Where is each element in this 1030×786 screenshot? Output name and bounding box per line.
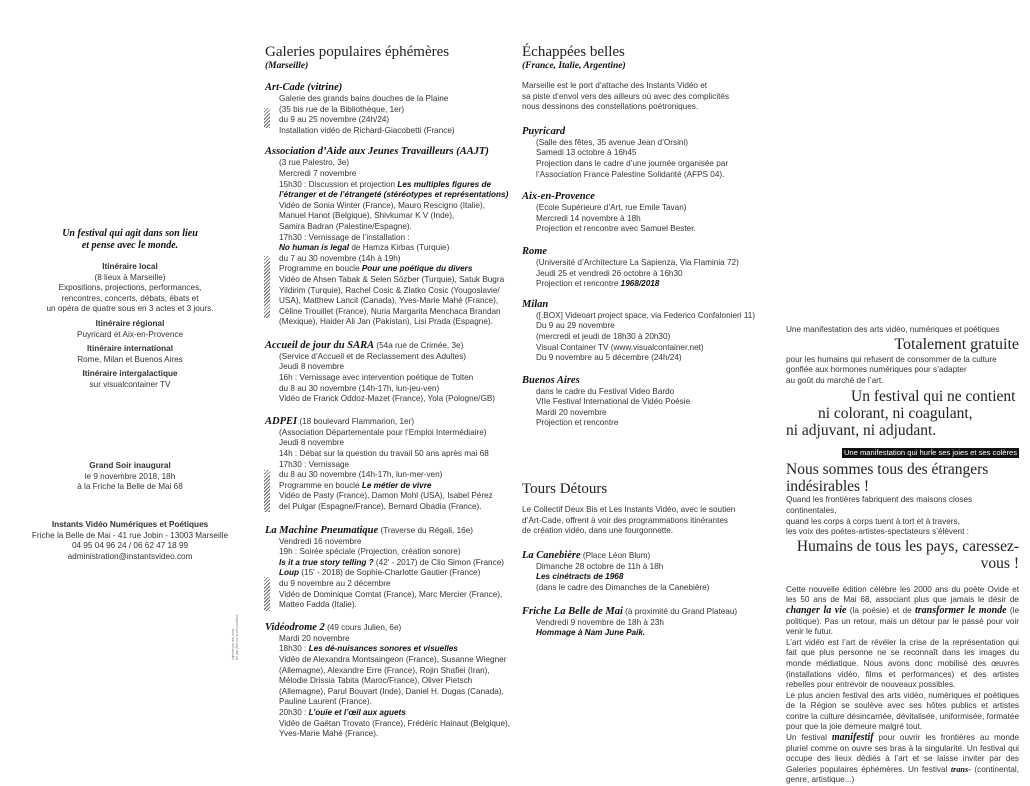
work-title: L’ouïe et l’œil aux aguets	[308, 707, 406, 717]
detail-line: Samira Badran (Palestine/Espagne).	[279, 221, 412, 231]
manifesto-intro: Une manifestation des arts vidéo, numériques et poétiques	[786, 325, 1000, 334]
venue-name: Art-Cade (vitrine)	[265, 82, 343, 93]
venue-details	[265, 537, 505, 611]
detail-line: Samedi 13 octobre à 16h45	[536, 148, 637, 158]
detail-line: Céline Trouillet (France), Nuria Margarita Menchaca Brandan	[279, 306, 501, 316]
galeries-subtitle: (Marseille)	[265, 61, 309, 71]
work-title: Le métier de vivre	[361, 480, 432, 490]
work-title: Pour une poétique du divers	[361, 264, 473, 274]
detail-line: (Université d’Architecture La Sapienza, Via Flaminia 72)	[536, 257, 739, 267]
venue-details	[265, 94, 505, 136]
detail-line: Mercredi 14 novembre à 18h	[536, 213, 641, 223]
venue-name: Puyricard	[522, 125, 566, 137]
detail-line: 14h : Débat sur la question du travail 50 ans après mai 68	[279, 449, 489, 459]
detail-line: Mercredi 7 novembre	[279, 168, 357, 178]
venue-block	[522, 604, 762, 639]
detail-line: (mercredi et jeudi de 18h30 à 20h30)	[536, 331, 671, 341]
detail-line: Mélodie Drissia Tabita (Maroc/France), Oliver Pietsch	[279, 676, 473, 686]
detail-line: Projection et rencontre avec Samuel Bester.	[536, 224, 696, 234]
venue-details	[265, 428, 505, 513]
detail-line: du 9 novembre au 2 décembre	[279, 578, 391, 588]
detail-line: du 7 au 30 novembre (14h à 19h)	[279, 253, 401, 263]
detail-line: (Allemagne), Parul Bouvart (Inde), Daniel H. Dugas (Canada),	[279, 686, 504, 696]
venue-block	[522, 244, 762, 290]
detail-line: Loup (15' - 2018) de Sophie-Charlotte Gautier (France)	[279, 568, 481, 578]
hatch-mark-icon	[264, 577, 270, 611]
detail-line	[536, 628, 762, 639]
venue-block	[265, 523, 505, 611]
contact-block: Instants Vidéo Numériques et Poétiques Friche la Belle de Mai - 41 rue Jobin - 13003 Marseille 04 95 04 96 24 / 06 62 47 18 99 administration@instantsvideo.com	[31, 520, 229, 561]
strangers-heading: Nous sommes tous des étrangers indésirables !	[786, 461, 989, 496]
detail-line: 20h30 : L’ouïe et l’œil aux aguets	[279, 707, 406, 717]
detail-line: Vendredi 9 novembre de 18h à 23h	[536, 617, 664, 627]
detail-line: Mardi 20 novembre	[536, 407, 607, 417]
echappees-title: Échappées belles	[522, 44, 625, 60]
detail-line: Mardi 20 novembre	[279, 633, 350, 643]
detail-line: Vidéo de Sonia Winter (France), Mauro Rescigno (Italie),	[279, 200, 485, 210]
venue-block	[265, 414, 505, 513]
venue-name: ADPEI	[265, 415, 298, 427]
detail-line: 16h : Vernissage avec intervention poétique de Tolten	[279, 373, 474, 383]
detail-line: Vidéo de Franck Oddoz-Mazet (France), Yola (Pologne/GB)	[279, 394, 496, 404]
detail-line: Jeudi 25 et vendredi 26 octobre à 16h30	[536, 268, 683, 278]
venue-name: Buenos Aires	[522, 374, 580, 386]
detail-line: No human is legal de Hamza Kirbas (Turquie)	[279, 243, 450, 253]
detail-line: l’Association France Palestine Solidarité (AFPS 04).	[536, 169, 725, 179]
venue-name: Milan	[522, 298, 549, 310]
tours-title: Tours Détours	[522, 481, 608, 497]
venue-block	[265, 144, 509, 328]
detail-line: Jeudi 8 novembre	[279, 362, 345, 372]
hatch-mark-icon	[264, 470, 270, 512]
venue-address: (Place Léon Blum)	[580, 550, 651, 560]
venue-name: Association d’Aide aux Jeunes Travailleurs (AAJT)	[265, 146, 489, 158]
tours-column	[522, 481, 762, 639]
detail-line: Du 9 novembre au 5 décembre (24h/24)	[536, 353, 682, 363]
hatch-mark-icon	[264, 256, 270, 318]
work-title: Hommage à Nam June Paik.	[536, 628, 646, 638]
frontieres-text: Quand les frontières fabriquent des maisons closes continentales, quand les corps à corps tuent à tort et à travers, les voix des poètes-artistes-spectateurs s’élèvent :	[786, 495, 973, 537]
venue-address: (49 cours Julien, 6e)	[324, 622, 402, 632]
venue-block	[265, 620, 511, 740]
echappees-subtitle: (France, Italie, Argentine)	[522, 61, 626, 71]
venue-address: (18 boulevard Flammarion, 1er)	[297, 416, 415, 426]
venue-address: (Traverse du Régali, 16e)	[378, 525, 473, 535]
totally-free: Totalement gratuite	[894, 335, 1019, 353]
detail-line: Visual Container TV (www.visualcontainer.net)	[536, 342, 704, 352]
venue-details	[522, 203, 762, 235]
venue-name: Accueil de jour du SARA	[265, 339, 375, 351]
detail-line: Galerie des grands bains douches de la Plaine	[279, 94, 449, 103]
detail-line: du 9 au 25 novembre (24h/24)	[279, 115, 390, 125]
venue-block	[265, 80, 505, 136]
detail-line: Matteo Fadda (Italie).	[279, 600, 357, 610]
venue-details	[265, 633, 511, 740]
detail-line: Installation vidéo de Richard-Giacobetti (France)	[279, 125, 455, 135]
work-title: Les dé-nuisances sonores et visuelles	[308, 644, 458, 654]
left-panel	[0, 228, 260, 391]
hatch-mark-icon	[264, 108, 270, 128]
itinerary-international: Itinéraire international Rome, Milan et Buenos Aires	[77, 344, 183, 364]
detail-line: Jeudi 8 novembre	[279, 438, 345, 448]
manifesto-p3: Le plus ancien festival des arts vidéo, numériques et poétiques de la Région se soulève avec ses hôtes publics et artistes contre la culture désincarnée, dévitalisée, uniformisée, formatée pour que la joie demeure malgré tout.	[786, 690, 1019, 732]
detail-line: VIIe Festival International de Vidéo Poésie	[536, 397, 691, 407]
venue-block	[265, 338, 505, 405]
detail-line: 17h30 : Vernissage	[279, 459, 350, 469]
venue-name: La Canebière	[522, 549, 581, 561]
tagline: Un festival qui agit dans son lieu et pense avec le monde.	[62, 228, 198, 251]
manifesto-p2: L’art vidéo est l’art de révéler la crise de la représentation qui fait que plus personne ne se reconnaît dans les images du monde médiatique. Nous avons donc mobilisé des œuvres (installations vidéo, films et performances) et des artistes rebelles pour entrevoir de nouveaux possibles.	[786, 637, 1019, 690]
detail-line: Projection dans le cadre d’une journée organisée par	[536, 158, 729, 168]
detail-line: (3 rue Palestro, 3e)	[279, 158, 350, 168]
detail-line: (Allemagne), Alexandre Erre (France), Rojin Shafiei (Iran),	[279, 665, 490, 675]
venue-details	[522, 138, 762, 180]
venue-name: Rome	[522, 245, 548, 257]
itinerary-intergalactic: Itinéraire intergalactique sur visualcontainer TV	[82, 369, 178, 389]
manifesto-p4: Un festival manifestif pour ouvrir les frontières au monde pluriel comme on ouvre ses bras à la singularité. Un festival qui occupe des lieux dédiés à l’art et se laisse inviter par des Galeries populaires éphémères. Un festival trans- (continental, genre, artistique...)	[786, 732, 1020, 785]
detail-line: 19h : Soirée spéciale (Projection, création sonore)	[279, 547, 461, 557]
no-additives: Un festival qui ne contient ni colorant, ni coagulant, ni adjuvant, ni adjudant.	[786, 388, 1016, 440]
venue-address: (54a rue de Crimée, 3e)	[374, 340, 464, 350]
detail-line: Yildirim (Turquie), Rachel Cosic & Zlatko Cosic (Yougoslavie/	[279, 285, 500, 295]
detail-line: 15h30 : Discussion et projection Les multiples figures de	[279, 179, 492, 189]
detail-line	[536, 572, 762, 583]
venue-name: Aix-en-Provence	[522, 191, 595, 203]
imprint-note: Imprimé par nos soins Ne pas jeter sur la voie publique	[231, 614, 239, 660]
venue-block	[522, 189, 762, 235]
detail-line: Du 9 au 29 novembre	[536, 321, 615, 331]
detail-line: (Mexique), Haider Ali Jan (Pakistan), Lisi Prada (Espagne).	[279, 317, 493, 327]
galeries-column	[265, 44, 511, 740]
detail-line: ([.BOX] Videoart project space, via Federico Confalonieri 11)	[536, 310, 756, 320]
detail-line: Vidéo de Pasty (France), Damon Mohl (USA), Isabel Pérez	[279, 491, 493, 501]
venue-details	[265, 158, 509, 328]
venue-address: (à proximité du Grand Plateau)	[622, 606, 738, 616]
work-title: Les multiples figures de	[397, 179, 492, 189]
detail-line: dans le cadre du Festival Video Bardo	[536, 386, 675, 396]
detail-line: (Service d’Accueil et de Reclassement des Adultes)	[279, 351, 467, 361]
detail-line: 18h30 : Les dé-nuisances sonores et visuelles	[279, 644, 458, 654]
venue-details	[522, 387, 762, 429]
detail-line: Pauline Laurent (France).	[279, 697, 372, 707]
detail-line: (Ecole Supérieure d’Art, rue Emile Tavan)	[536, 203, 687, 213]
detail-line: Vidéo de Ahsen Tabak & Selen Sözber (Turquie), Satuk Bugra	[279, 274, 505, 284]
itinerary-regional: Itinéraire régional Puyricard et Aix-en-Provence	[76, 318, 184, 339]
detail-line: Is it a true story telling ? (42' - 2017) de Clio Simon (France)	[279, 557, 504, 567]
venue-name: La Machine Pneumatique	[265, 524, 379, 536]
work-title: l’étranger et de l’étrangeté (stéréotypes et représentations)	[279, 190, 509, 200]
work-title: Loup	[279, 568, 300, 578]
detail-line: (Association Départementale pour l’Emploi Intermédiaire)	[279, 427, 487, 437]
detail-line: (dans le cadre des Dimanches de la Canebière)	[536, 582, 710, 592]
venue-details	[522, 618, 762, 639]
detail-line: Programme en boucle Le métier de vivre	[279, 480, 432, 490]
detail-line: Manuel Hanot (Belgique), Shivkumar K V (Inde),	[279, 211, 455, 221]
echappees-intro: Marseille est le port d’attache des Instants Vidéo et sa piste d’envol vers des ailleurs où avec des complicités nous dessinons des constellations poétroniques.	[522, 81, 730, 112]
humains-text: pour les humains qui refusent de consommer de la culture gonflée aux hormones numériques pour s’adapter au goût du marché de l’art.	[786, 354, 997, 385]
detail-line: (35 bis rue de la Bibliothèque, 1er)	[279, 104, 405, 114]
venue-details	[522, 562, 762, 594]
venue-name: Vidéodrome 2	[265, 621, 325, 633]
work-title: No human is legal	[279, 243, 350, 253]
echappees-column	[522, 44, 762, 429]
venue-block	[522, 297, 762, 364]
detail-line: del Pulgar (Espagne/France), Bernard Obadia (France).	[279, 502, 482, 511]
detail-line: du 8 au 30 novembre (14h-17h, lun-mer-ven)	[279, 470, 443, 480]
detail-line: Dimanche 28 octobre de 11h à 18h	[536, 561, 664, 571]
detail-line: Programme en boucle Pour une poétique du divers	[279, 264, 473, 274]
itinerary-local: Itinéraire local (8 lieux à Marseille) Expositions, projections, performances, rencontres, concerts, débats, ébats et un opéra de quatre sous en 3 actes et 3 jours.	[46, 262, 214, 314]
detail-line: Projection et rencontre	[536, 418, 619, 428]
detail-line: Projection et rencontre 1968/2018	[536, 279, 660, 289]
work-title: 1968/2018	[620, 279, 660, 289]
detail-line	[279, 190, 509, 201]
detail-line: du 8 au 30 novembre (14h-17h, lun-jeu-ven)	[279, 383, 440, 393]
venue-details	[265, 352, 505, 405]
galeries-title: Galeries populaires éphémères	[265, 44, 450, 60]
manifesto-column	[786, 325, 1019, 786]
caressez-heading: Humains de tous les pays, caressez-vous !	[796, 537, 1019, 572]
hurle-banner: Une manifestation qui hurle ses joies et ses colères	[843, 448, 1017, 458]
detail-line: 17h30 : Vernissage de l’installation :	[279, 232, 410, 242]
work-title: Les cinétracts de 1968	[536, 572, 624, 582]
detail-line: (Salle des fêtes, 35 avenue Jean d’Orsini)	[536, 137, 689, 147]
detail-line: Yves-Marie Mahé (France).	[279, 729, 379, 739]
tours-intro: Le Collectif Deux Bis et Les Instants Vidéo, avec le soutien d’Art-Cade, offrent à voir des programmations itinérantes de création vidéo, dans une fourgonnette.	[522, 505, 736, 536]
detail-line: Vendredi 16 novembre	[279, 536, 362, 546]
detail-line: Vidéo de Alexandra Montsaingeon (France), Susanne Wiegner	[279, 654, 507, 664]
detail-line: Vidéo de Gaëtan Trovato (France), Frédéric Hainaut (Belgique),	[279, 718, 511, 728]
work-title: Is it a true story telling ?	[279, 557, 374, 567]
venue-details	[522, 311, 762, 364]
venue-details	[522, 258, 762, 290]
venue-name: Friche La Belle de Mai	[522, 605, 623, 617]
detail-line: USA), Matthew Lancit (Canada), Yves-Marie Mahé (France),	[279, 296, 499, 306]
venue-block	[522, 373, 762, 429]
detail-line: Vidéo de Dominique Comtat (France), Marc Mercier (France),	[279, 589, 503, 599]
venue-block	[522, 124, 762, 180]
venue-block	[522, 548, 762, 594]
inaugural-evening: Grand Soir inaugural le 9 novembre 2018, 18h à la Friche la Belle de Mai 68	[77, 461, 183, 492]
manifesto-p1: Cette nouvelle édition célèbre les 2000 ans du poète Ovide et les 50 ans de Mai 68, associant plus que jamais le désir de changer la vie (la poésie) et de transformer le monde (le politique). Pas un retour, mais un détour par le passé pour voir venir le futur.	[786, 584, 1020, 637]
